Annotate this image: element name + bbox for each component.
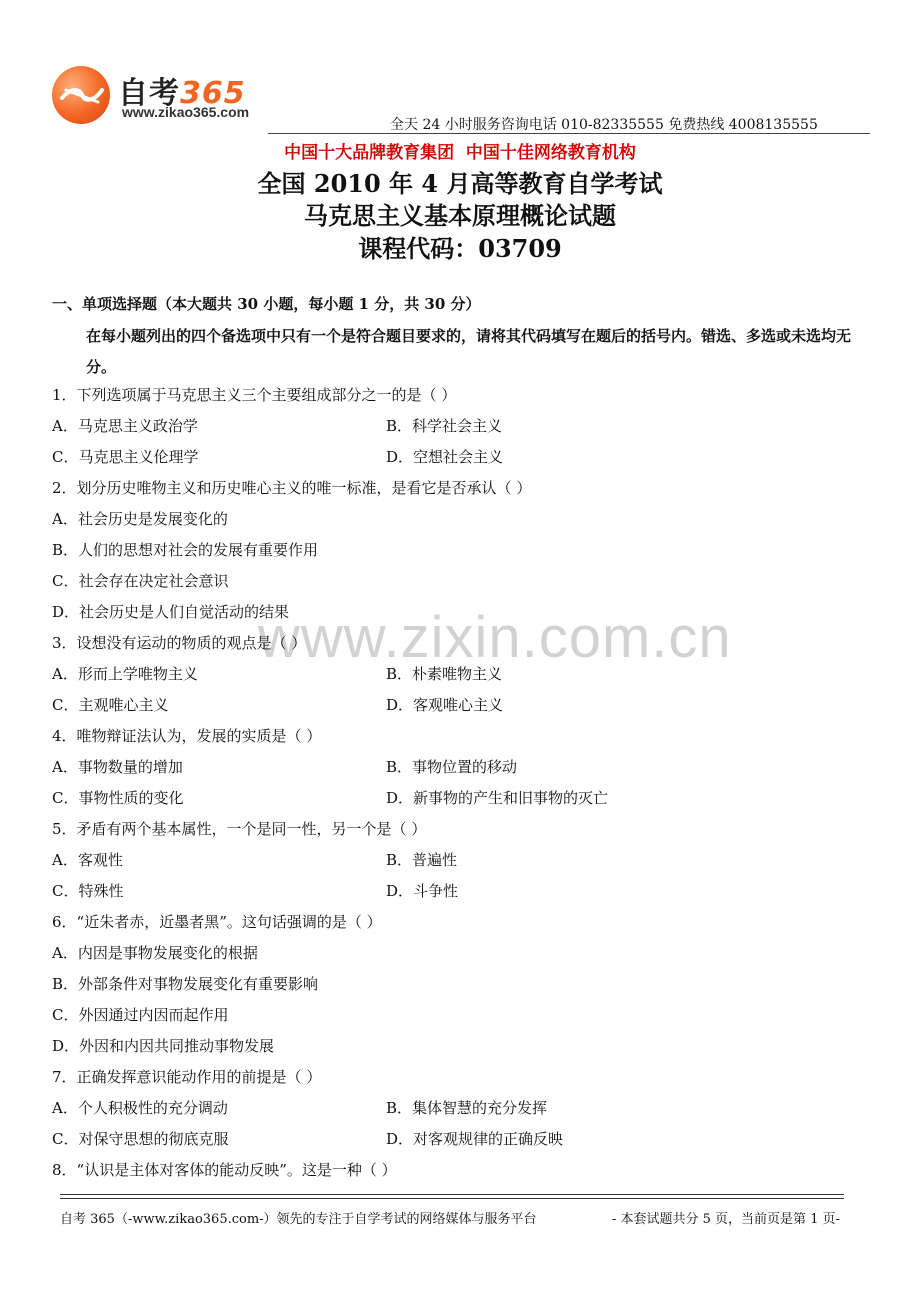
answer-option: C．对保守思想的彻底克服: [52, 1130, 229, 1148]
brand-slogan: 中国十大品牌教育集团 中国十佳网络教育机构: [284, 143, 636, 163]
answer-option: B．人们的思想对社会的发展有重要作用: [52, 541, 319, 559]
answer-option: A．事物数量的增加: [52, 758, 183, 776]
answer-option: D．斗争性: [386, 882, 459, 900]
question-stem: 5．矛盾有两个基本属性，一个是同一性，另一个是（ ）: [52, 820, 427, 838]
answer-option: D．新事物的产生和旧事物的灭亡: [386, 789, 609, 807]
answer-option: A．内因是事物发展变化的根据: [52, 944, 258, 962]
answer-option: B．外部条件对事物发展变化有重要影响: [52, 975, 319, 993]
header-divider: [268, 133, 870, 134]
site-logo: [52, 66, 272, 132]
answer-option: D．外因和内因共同推动事物发展: [52, 1037, 275, 1055]
answer-option: C．外因通过内因而起作用: [52, 1006, 229, 1024]
question-stem: 1．下列选项属于马克思主义三个主要组成部分之一的是（ ）: [52, 386, 457, 404]
question-stem: 3．设想没有运动的物质的观点是（ ）: [52, 634, 307, 652]
logo-emblem-icon: [52, 66, 110, 124]
answer-option: A．马克思主义政治学: [52, 417, 198, 435]
question-stem: 6．“近朱者赤，近墨者黑”。这句话强调的是（ ）: [52, 913, 382, 931]
logo-title-prefix: 自考: [118, 76, 180, 111]
answer-option: B．集体智慧的充分发挥: [386, 1099, 548, 1117]
answer-option: B．普遍性: [386, 851, 458, 869]
question-stem: 2．划分历史唯物主义和历史唯心主义的唯一标准，是看它是否承认（ ）: [52, 479, 532, 497]
question-stem: 4．唯物辩证法认为，发展的实质是（ ）: [52, 727, 322, 745]
exam-subject: 马克思主义基本原理概论试题: [304, 201, 616, 230]
watermark: www.zixin.com.cn: [258, 605, 732, 670]
answer-option: B．事物位置的移动: [386, 758, 518, 776]
answer-option: A．客观性: [52, 851, 123, 869]
answer-option: A．个人积极性的充分调动: [52, 1099, 228, 1117]
answer-option: B．朴素唯物主义: [386, 665, 503, 683]
answer-option: C．特殊性: [52, 882, 124, 900]
answer-option: D．空想社会主义: [386, 448, 504, 466]
logo-title-number: 365: [180, 76, 246, 111]
answer-option: D．社会历史是人们自觉活动的结果: [52, 603, 290, 621]
answer-option: A．社会历史是发展变化的: [52, 510, 228, 528]
footer-site-info: 自考 365（-www.zikao365.com-）领先的专注于自学考试的网络媒体与服务平台: [60, 1212, 537, 1227]
answer-option: A．形而上学唯物主义: [52, 665, 198, 683]
logo-swoosh-icon: [60, 86, 104, 104]
answer-option: C．主观唯心主义: [52, 696, 169, 714]
footer-page-info: - 本套试题共分 5 页，当前页是第 1 页-: [612, 1212, 840, 1227]
answer-option: C．事物性质的变化: [52, 789, 184, 807]
question-stem: 7．正确发挥意识能动作用的前提是（ ）: [52, 1068, 322, 1086]
answer-option: C．马克思主义伦理学: [52, 448, 199, 466]
answer-option: D．客观唯心主义: [386, 696, 504, 714]
section-instructions: 在每小题列出的四个备选项中只有一个是符合题目要求的，请将其代码填写在题后的括号内。错选、多选或未选均无分。: [86, 327, 852, 376]
footer-divider: [60, 1194, 844, 1195]
answer-option: B．科学社会主义: [386, 417, 503, 435]
answer-option: D．对客观规律的正确反映: [386, 1130, 564, 1148]
hotline-text: 全天 24 小时服务咨询电话 010-82335555 免费热线 4008135555: [390, 117, 818, 133]
question-stem: 8．“认识是主体对客体的能动反映”。这是一种（ ）: [52, 1161, 397, 1179]
answer-option: C．社会存在决定社会意识: [52, 572, 229, 590]
exam-title: 全国 2010 年 4 月高等教育自学考试: [257, 169, 663, 198]
footer-divider-inner: [60, 1198, 844, 1199]
logo-url: www.zikao365.com: [122, 104, 250, 120]
section-heading: 一、单项选择题（本大题共 30 小题，每小题 1 分，共 30 分）: [52, 295, 481, 313]
course-code: 课程代码：03709: [358, 234, 562, 263]
